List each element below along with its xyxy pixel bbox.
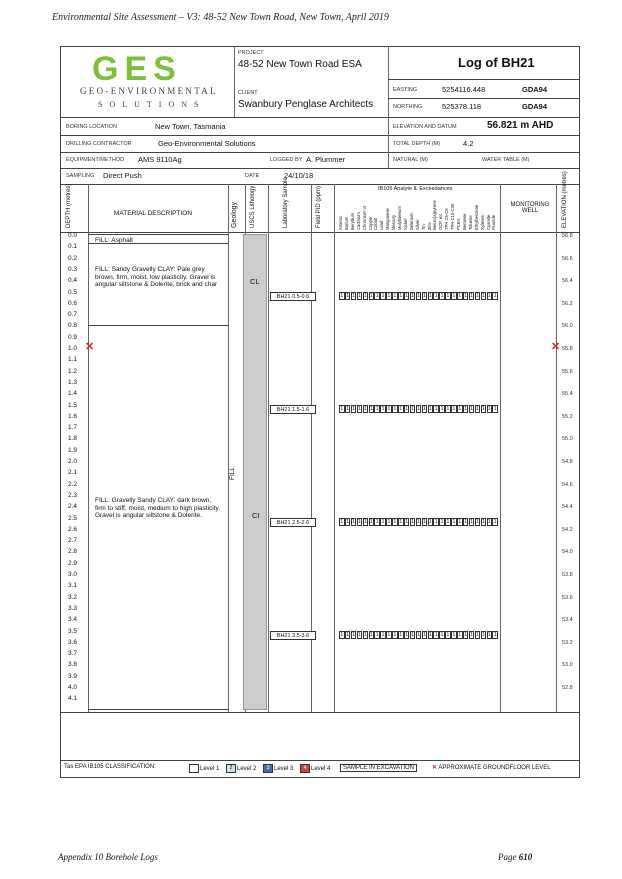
exceedance-cell: 1 bbox=[470, 519, 473, 525]
uscs-2: CI bbox=[252, 511, 260, 520]
exceedance-cell: 1 bbox=[470, 632, 473, 638]
analyte-header: Lead bbox=[379, 220, 385, 230]
exceedance-cell: 1 bbox=[452, 519, 456, 525]
exceedance-cell: 1 bbox=[440, 293, 444, 299]
exceedance-cell: 1 bbox=[399, 519, 403, 525]
analyte-header: Cobalt bbox=[373, 217, 379, 230]
elevation-tick: 56.2 bbox=[562, 300, 573, 307]
depth-tick: 0.8 bbox=[68, 322, 78, 330]
exceedance-cell: 1 bbox=[452, 293, 456, 299]
analyte-header: Benzene bbox=[461, 213, 467, 230]
logo-line1: GEO-ENVIRONMENTAL bbox=[80, 86, 218, 96]
material-3: FILL: Gravelly Sandy CLAY: dark brown, firm to stiff, moist, medium to high plasticity. Gravel is angular siltstone & Dolerite. bbox=[95, 497, 221, 519]
exceedance-cell: 1 bbox=[464, 406, 468, 412]
depth-tick: 3.2 bbox=[68, 593, 78, 601]
depth-tick: 4.1 bbox=[68, 695, 78, 703]
exceedance-cell: 1 bbox=[381, 293, 385, 299]
sample-label: BH21 1.5-1.6 bbox=[270, 405, 316, 414]
material-2: FILL: Sandy Gravelly CLAY: Pale grey brown, firm, moist, low plasticity. Gravel is angular siltstone & Dolerite, brick and char bbox=[95, 266, 218, 288]
depth-tick: 3.0 bbox=[68, 571, 78, 578]
exceedance-cell: 1 bbox=[458, 293, 462, 299]
analyte-header: Fluoride bbox=[491, 214, 497, 230]
analyte-header: Barium bbox=[343, 216, 349, 230]
exceedance-cell: 1 bbox=[476, 406, 479, 412]
exceedance-cell: 1 bbox=[422, 406, 426, 412]
exceedance-cell: 1 bbox=[417, 406, 420, 412]
sample-label: BH21 0.5-0.6 bbox=[270, 292, 316, 301]
depth-tick: 0.9 bbox=[68, 333, 78, 341]
depth-tick: 1.9 bbox=[68, 446, 78, 454]
analyte-header: Xylenes bbox=[479, 215, 485, 230]
material-header: MATERIAL DESCRIPTION bbox=[114, 210, 193, 217]
exceedance-cell: 1 bbox=[387, 293, 391, 299]
exceedance-cell: 1 bbox=[340, 293, 344, 299]
depth-tick: 1.6 bbox=[68, 412, 78, 420]
exceedance-cell: 1 bbox=[352, 519, 355, 525]
exceedance-cell: 1 bbox=[464, 632, 468, 638]
depth-tick: 0.4 bbox=[68, 277, 78, 285]
exceedance-cell: 1 bbox=[422, 293, 426, 299]
analyte-header: Tin bbox=[420, 224, 426, 230]
easting-datum: GDA94 bbox=[522, 85, 548, 94]
exceedance-cell: 1 bbox=[346, 519, 350, 525]
depth-tick: 0.5 bbox=[68, 288, 78, 296]
logged-by-label: LOGGED BY bbox=[270, 157, 303, 163]
analyte-header: Beryllium bbox=[349, 212, 355, 230]
depth-tick: 3.8 bbox=[68, 661, 78, 669]
exceedance-cell: 1 bbox=[434, 632, 438, 638]
exceedance-cell: 1 bbox=[487, 406, 491, 412]
elevation-tick: 54.2 bbox=[562, 526, 573, 533]
exceedance-cell: 1 bbox=[434, 293, 438, 299]
company-logo bbox=[80, 52, 230, 112]
elevation-tick: 56.0 bbox=[562, 323, 573, 330]
elevation-tick: 53.0 bbox=[562, 662, 573, 669]
exceedance-cell: 1 bbox=[381, 632, 385, 638]
exceedance-cell: 1 bbox=[375, 519, 379, 525]
groundfloor-marker: ✕ bbox=[551, 341, 561, 353]
boring-location-label: BORING LOCATION bbox=[66, 124, 117, 130]
drilling-contractor-label: DRILLING CONTRACTOR bbox=[66, 141, 132, 147]
analyte-header: TPH C6-C9 bbox=[444, 208, 450, 230]
analyte-header: Selenium bbox=[408, 212, 414, 230]
date-value: 24/10/18 bbox=[284, 171, 314, 180]
exceedance-cell: 1 bbox=[387, 406, 391, 412]
exceedance-cell: 1 bbox=[446, 632, 450, 638]
exceedance-cell: 1 bbox=[481, 406, 485, 412]
exceedance-cell: 1 bbox=[405, 293, 409, 299]
elevation-tick: 54.4 bbox=[562, 504, 573, 511]
depth-tick: 0.1 bbox=[68, 243, 78, 251]
elevation-tick: 53.8 bbox=[562, 572, 573, 578]
natural-label: NATURAL (M) bbox=[393, 157, 428, 163]
exceedance-cell: 1 bbox=[446, 406, 450, 412]
exceedance-cell: 1 bbox=[358, 632, 361, 638]
depth-tick: 1.7 bbox=[68, 424, 78, 432]
exceedance-cell: 1 bbox=[440, 519, 444, 525]
equipment-value: AMS 9110Ag bbox=[138, 155, 182, 164]
exceedance-cell: 1 bbox=[493, 632, 497, 638]
exceedance-cell: 1 bbox=[428, 293, 432, 299]
page-header: Environmental Site Assessment – V3: 48-52 New Town Road, New Town, April 2019 bbox=[52, 12, 389, 23]
elevation-tick: 52.8 bbox=[562, 685, 573, 691]
exceedance-cell: 1 bbox=[363, 293, 367, 299]
exceedance-cell: 1 bbox=[440, 406, 444, 412]
exceedance-cell: 1 bbox=[393, 406, 397, 412]
exceedance-cell: 1 bbox=[434, 406, 438, 412]
analyte-header: Arsenic bbox=[338, 216, 343, 230]
exceedance-cell: 1 bbox=[493, 519, 497, 525]
depth-tick: 2.8 bbox=[68, 548, 78, 556]
material-1: FILL: Asphalt bbox=[95, 237, 133, 244]
analyte-header: Cadmium bbox=[355, 212, 361, 230]
sample-label: BH21 2.5-2.6 bbox=[270, 518, 316, 527]
legend-classification: Tas EPA IB105 CLASSIFICATION: bbox=[64, 764, 156, 770]
legend-level-2: 2 Level 2 bbox=[225, 764, 256, 773]
exceedance-cell: 1 bbox=[458, 519, 462, 525]
elevation-label: ELEVATION AND DATUM bbox=[393, 124, 457, 130]
northing-label: NORTHING bbox=[393, 104, 423, 110]
exceedance-cell: 1 bbox=[446, 293, 450, 299]
logged-by-value: A. Plummer bbox=[306, 155, 346, 164]
depth-header: DEPTH (metres) bbox=[66, 183, 72, 228]
exceedance-cell: 1 bbox=[375, 293, 379, 299]
sample-label: BH21 3.5-3.6 bbox=[270, 631, 316, 640]
depth-tick: 3.3 bbox=[68, 604, 78, 612]
elevation-tick: 56.4 bbox=[562, 278, 573, 285]
exceedance-cell: 1 bbox=[346, 406, 350, 412]
exceedance-cell: 1 bbox=[470, 293, 473, 299]
exceedance-cell: 1 bbox=[363, 519, 367, 525]
analyte-header: Copper bbox=[367, 216, 373, 230]
exceedance-cell: 1 bbox=[363, 632, 367, 638]
monitoring-header: MONITORING WELL bbox=[510, 202, 550, 214]
depth-tick: 4.0 bbox=[68, 684, 78, 691]
analyte-header: Chromium VI bbox=[361, 205, 367, 230]
analyte-header: Manganese bbox=[385, 208, 391, 230]
client-value: Swanbury Penglase Architects bbox=[238, 99, 374, 110]
exceedance-cell: 1 bbox=[405, 406, 409, 412]
exceedance-cell: 1 bbox=[393, 632, 397, 638]
project-value: 48-52 New Town Road ESA bbox=[238, 59, 362, 70]
exceedance-cell: 1 bbox=[352, 632, 355, 638]
exceedance-cell: 1 bbox=[476, 293, 479, 299]
total-depth-value: 4.2 bbox=[463, 139, 474, 148]
exceedance-cell: 1 bbox=[481, 293, 485, 299]
depth-tick: 0.0 bbox=[68, 232, 78, 239]
depth-tick: 3.1 bbox=[68, 582, 78, 590]
logo-letters: GES bbox=[92, 50, 182, 88]
exceedance-cell: 1 bbox=[352, 406, 355, 412]
exceedance-cell: 1 bbox=[393, 293, 397, 299]
exceedance-cell: 1 bbox=[369, 632, 373, 638]
exceedance-cell: 1 bbox=[340, 519, 344, 525]
northing-datum: GDA94 bbox=[522, 102, 548, 111]
depth-tick: 3.7 bbox=[68, 650, 78, 658]
legend-groundfloor: ✕ APPROXIMATE GROUNDFLOOR LEVEL bbox=[432, 765, 551, 771]
exceedance-cell: 1 bbox=[487, 519, 491, 525]
elevation-tick: 54.6 bbox=[562, 481, 573, 488]
footer-page: Page 610 bbox=[498, 852, 533, 862]
elevation-tick: 54.8 bbox=[562, 459, 573, 465]
elevation-value: 56.821 m AHD bbox=[487, 120, 554, 131]
exceedance-cell: 1 bbox=[358, 406, 361, 412]
northing-value: 525378.118 bbox=[442, 102, 482, 111]
logo-line2: SOLUTIONS bbox=[98, 100, 206, 109]
depth-tick: 0.2 bbox=[68, 254, 78, 262]
depth-tick: 1.0 bbox=[68, 345, 78, 352]
elevation-tick: 53.2 bbox=[562, 639, 573, 646]
exceedance-cell: 1 bbox=[452, 406, 456, 412]
analyte-header: Toluene bbox=[467, 215, 473, 230]
depth-tick: 3.5 bbox=[68, 627, 78, 635]
depth-tick: 1.8 bbox=[68, 435, 78, 443]
exceedance-cell: 1 bbox=[358, 519, 361, 525]
elevation-tick: 55.4 bbox=[562, 391, 573, 398]
exceedance-cell: 1 bbox=[458, 632, 462, 638]
exceedance-cell: 1 bbox=[381, 406, 385, 412]
exceedance-cell: 1 bbox=[417, 293, 420, 299]
exceedance-cell: 1 bbox=[346, 293, 350, 299]
exceedance-cell: 1 bbox=[476, 632, 479, 638]
log-title: Log of BH21 bbox=[458, 55, 535, 70]
exceedance-cell: 1 bbox=[440, 632, 444, 638]
exceedance-cell: 1 bbox=[363, 406, 367, 412]
uscs-header: USCS Lithology bbox=[250, 185, 256, 228]
exceedance-cell: 1 bbox=[493, 293, 497, 299]
exceedance-cell: 1 bbox=[470, 406, 473, 412]
elevation-tick: 54.0 bbox=[562, 549, 573, 556]
exceedance-cell: 1 bbox=[352, 293, 355, 299]
analyte-header: OCP, etc bbox=[438, 213, 444, 230]
elevation-tick: 55.0 bbox=[562, 436, 573, 443]
exceedance-cell: 1 bbox=[369, 293, 373, 299]
legend-sample-in-excavation: SAMPLE IN EXCAVATION bbox=[340, 764, 417, 772]
water-table-label: WATER TABLE (M) bbox=[482, 157, 530, 163]
exceedance-cell: 1 bbox=[358, 293, 361, 299]
depth-tick: 2.0 bbox=[68, 458, 78, 465]
pid-header: Field PID (ppm) bbox=[316, 185, 322, 228]
exceedance-cell: 1 bbox=[405, 519, 409, 525]
footer-left: Appendix 10 Borehole Logs bbox=[58, 852, 158, 862]
exceedance-cell: 1 bbox=[411, 519, 414, 525]
depth-tick: 2.3 bbox=[68, 491, 78, 499]
exceedance-cell: 1 bbox=[464, 293, 468, 299]
exceedance-cell: 1 bbox=[487, 632, 491, 638]
analyte-header: Benzo(a)pyrene bbox=[432, 200, 438, 230]
lithology-bar bbox=[243, 234, 267, 710]
depth-tick: 2.6 bbox=[68, 525, 78, 533]
exceedance-cell: 1 bbox=[422, 632, 426, 638]
exceedance-cell: 1 bbox=[375, 406, 379, 412]
depth-tick: 1.3 bbox=[68, 378, 78, 386]
geology-header: Geology bbox=[231, 201, 238, 228]
exceedance-cell: 1 bbox=[464, 519, 468, 525]
exceedance-cell: 1 bbox=[428, 519, 432, 525]
exceedance-cell: 1 bbox=[446, 519, 450, 525]
exceedance-cell: 1 bbox=[422, 519, 426, 525]
analyte-header: TPH C10-C36 bbox=[450, 203, 456, 230]
project-label: PROJECT bbox=[238, 50, 264, 56]
depth-tick: 2.2 bbox=[68, 480, 78, 488]
boring-location-value: New Town, Tasmania bbox=[155, 122, 226, 131]
analyte-header: Molybdenum bbox=[397, 206, 402, 230]
total-depth-label: TOTAL DEPTH (M) bbox=[393, 141, 440, 147]
analyte-header: Silver bbox=[414, 219, 420, 230]
exceedance-cell: 1 bbox=[434, 519, 438, 525]
elevation-tick: 56.8 bbox=[562, 233, 573, 239]
analyte-header: Nickel bbox=[402, 218, 408, 230]
exceedance-cell: 1 bbox=[411, 632, 414, 638]
sampling-value: Direct Push bbox=[103, 171, 142, 180]
exceedance-cell: 1 bbox=[393, 519, 397, 525]
depth-tick: 1.5 bbox=[68, 401, 78, 409]
exceedance-cell: 1 bbox=[405, 632, 409, 638]
elevation-tick: 53.4 bbox=[562, 617, 573, 624]
exceedance-cell: 1 bbox=[369, 519, 373, 525]
groundfloor-marker: ✕ bbox=[85, 341, 95, 353]
exceedance-cell: 1 bbox=[340, 632, 344, 638]
exceedance-cell: 1 bbox=[417, 519, 420, 525]
exceedance-cell: 1 bbox=[387, 519, 391, 525]
depth-tick: 1.2 bbox=[68, 367, 78, 375]
elevation-header: ELEVATION (metres) bbox=[562, 171, 568, 228]
analyte-header: Cyanide bbox=[485, 214, 491, 230]
exceedance-cell: 1 bbox=[481, 632, 485, 638]
exceedance-cell: 1 bbox=[417, 632, 420, 638]
analyte-header: Zinc bbox=[426, 222, 432, 230]
legend-level-1: Level 1 bbox=[188, 764, 219, 773]
depth-tick: 2.7 bbox=[68, 537, 78, 545]
exceedance-cell: 1 bbox=[428, 406, 432, 412]
ib105-header: IB105 Analyte IL Exceedances bbox=[378, 186, 453, 192]
depth-tick: 3.4 bbox=[68, 616, 78, 624]
equipment-label: EQUIPMENT/METHOD bbox=[66, 157, 125, 163]
exceedance-cell: 1 bbox=[493, 406, 497, 412]
legend-level-4: 4 Level 4 bbox=[299, 764, 330, 773]
analyte-header: Mercury bbox=[391, 214, 397, 230]
exceedance-cell: 1 bbox=[428, 632, 432, 638]
date-label: DATE bbox=[245, 173, 260, 179]
analyte-header: PCB's bbox=[456, 218, 461, 230]
depth-tick: 2.9 bbox=[68, 559, 78, 567]
exceedance-cell: 1 bbox=[399, 406, 403, 412]
elevation-tick: 53.6 bbox=[562, 594, 573, 601]
sampling-label: SAMPLING bbox=[66, 173, 95, 179]
elevation-tick: 55.2 bbox=[562, 413, 573, 420]
depth-tick: 3.6 bbox=[68, 638, 78, 646]
depth-tick: 2.5 bbox=[68, 514, 78, 522]
exceedance-cell: 1 bbox=[340, 406, 344, 412]
exceedance-cell: 1 bbox=[399, 293, 403, 299]
legend-level-3: 3 Level 3 bbox=[262, 764, 293, 773]
exceedance-cell: 1 bbox=[369, 406, 373, 412]
lab-header: Laboratory Sample bbox=[283, 177, 289, 228]
depth-tick: 0.3 bbox=[68, 265, 78, 273]
exceedance-cell: 1 bbox=[387, 632, 391, 638]
depth-tick: 1.4 bbox=[68, 390, 78, 398]
depth-tick: 0.6 bbox=[68, 299, 78, 307]
exceedance-cell: 1 bbox=[487, 293, 491, 299]
client-label: CLIENT bbox=[238, 90, 258, 96]
exceedance-cell: 1 bbox=[452, 632, 456, 638]
easting-label: EASTING bbox=[393, 87, 418, 93]
exceedance-cell: 1 bbox=[476, 519, 479, 525]
exceedance-cell: 1 bbox=[399, 632, 403, 638]
depth-tick: 2.1 bbox=[68, 469, 78, 477]
depth-tick: 2.4 bbox=[68, 503, 78, 511]
analyte-header: Ethylbenzene bbox=[473, 204, 479, 230]
elevation-tick: 56.6 bbox=[562, 255, 573, 262]
geology-fill: FILL bbox=[229, 466, 236, 480]
elevation-tick: 55.6 bbox=[562, 368, 573, 375]
elevation-tick: 55.8 bbox=[562, 346, 573, 352]
exceedance-cell: 1 bbox=[481, 519, 485, 525]
depth-tick: 3.9 bbox=[68, 672, 78, 680]
easting-value: 5254116.448 bbox=[442, 85, 486, 94]
exceedance-cell: 1 bbox=[411, 406, 414, 412]
drilling-contractor-value: Geo-Environmental Solutions bbox=[158, 139, 256, 148]
exceedance-cell: 1 bbox=[346, 632, 350, 638]
exceedance-cell: 1 bbox=[411, 293, 414, 299]
exceedance-cell: 1 bbox=[375, 632, 379, 638]
depth-tick: 1.1 bbox=[68, 356, 78, 364]
exceedance-cell: 1 bbox=[381, 519, 385, 525]
exceedance-cell: 1 bbox=[458, 406, 462, 412]
depth-tick: 0.7 bbox=[68, 311, 78, 319]
uscs-1: CL bbox=[250, 277, 260, 286]
